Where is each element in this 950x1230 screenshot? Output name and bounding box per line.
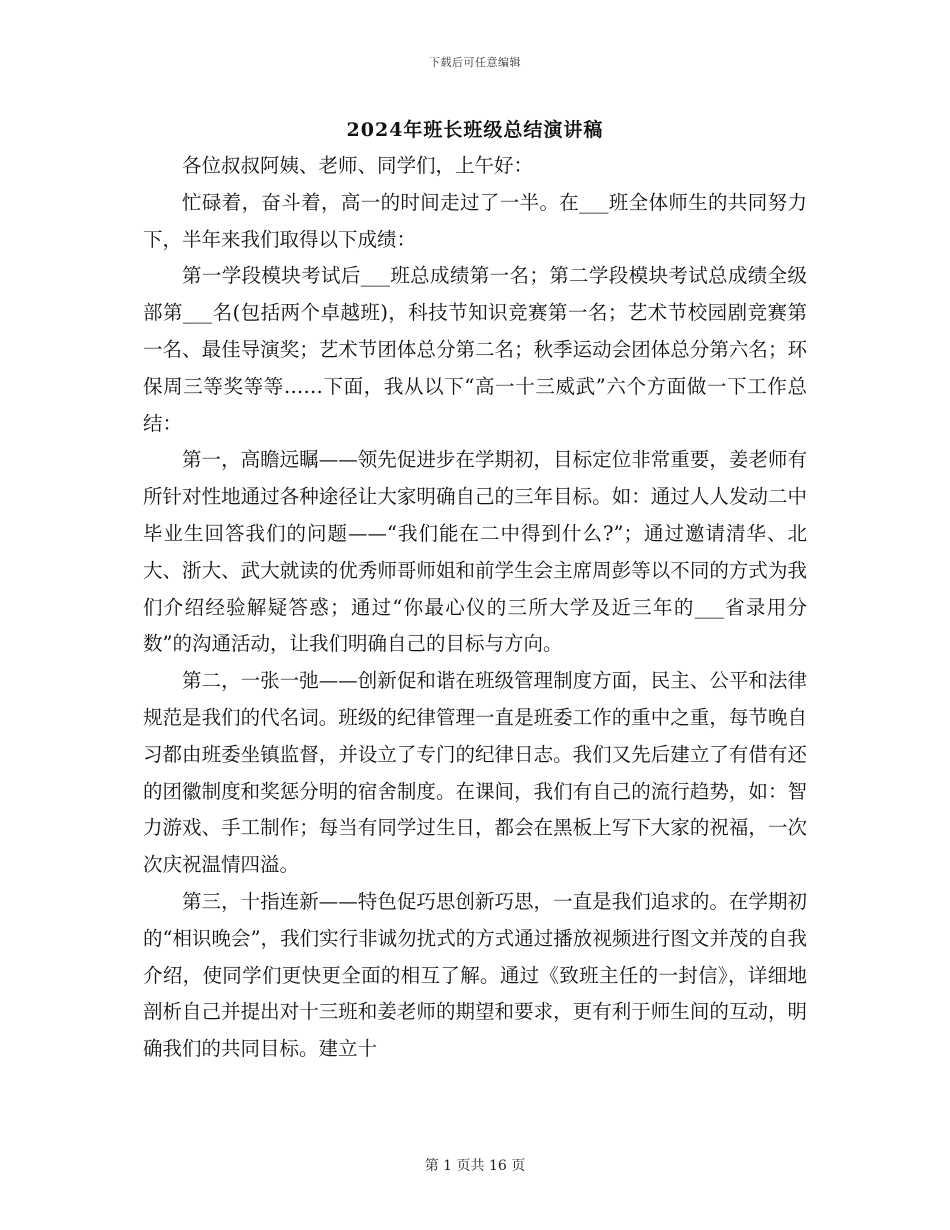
paragraph-point-three: 第三，十指连新——特色促巧思创新巧思，一直是我们追求的。在学期初的“相识晚会”，我们实行非诚勿扰式的方式通过播放视频进行图文并茂的自我介绍，使同学们更快更全面的相互了解。通过《致班主任的一封信》，详细地剖析自己并提出对十三班和姜老师的期望和要求，更有利于师生间的互动，明确我们的共同目标。建立十: [143, 889, 807, 1061]
paragraph-intro: 忙碌着，奋斗着，高一的时间走过了一半。在___班全体师生的共同努力下，半年来我们取得以下成绩：: [143, 190, 807, 251]
paragraph-achievements: 第一学段模块考试后___班总成绩第一名；第二学段模块考试总成绩全级部第___名(包括两个卓越班)，科技节知识竞赛第一名；艺术节校园剧竞赛第一名、最佳导演奖；艺术节团体总分第二名；秋季运动会团体总分第六名；环保周三等奖等等……下面，我从以下“高一十三威武”六个方面做一下工作总结：: [143, 264, 807, 435]
page-number: 第 1 页共 16 页: [424, 1158, 526, 1174]
document-body: [143, 148, 807, 1068]
document-title: 2024年班长班级总结演讲稿: [346, 119, 604, 141]
paragraph-point-two: 第二，一张一弛——创新促和谐在班级管理制度方面，民主、公平和法律规范是我们的代名词。班级的纪律管理一直是班委工作的重中之重，每节晚自习都由班委坐镇监督，并设立了专门的纪律日志。我们又先后建立了有借有还的团徽制度和奖惩分明的宿舍制度。在课间，我们有自己的流行趋势，如：智力游戏、手工制作；每当有同学过生日，都会在黑板上写下大家的祝福，一次次庆祝温情四溢。: [143, 669, 807, 877]
paragraph-greeting: 各位叔叔阿姨、老师、同学们，上午好：: [182, 154, 534, 177]
paragraph-point-one: 第一，高瞻远瞩——领先促进步在学期初，目标定位非常重要，姜老师有所针对性地通过各种途径让大家明确自己的三年目标。如：通过人人发动二中毕业生回答我们的问题——“我们能在二中得到什么?”；通过邀请清华、北大、浙大、武大就读的优秀师哥师姐和前学生会主席周彭等以不同的方式为我们介绍经验解疑答惑；通过“你最心仪的三所大学及近三年的___省录用分数”的沟通活动，让我们明确自己的目标与方向。: [143, 448, 807, 656]
page-header-note: 下载后可任意编辑: [429, 56, 521, 69]
